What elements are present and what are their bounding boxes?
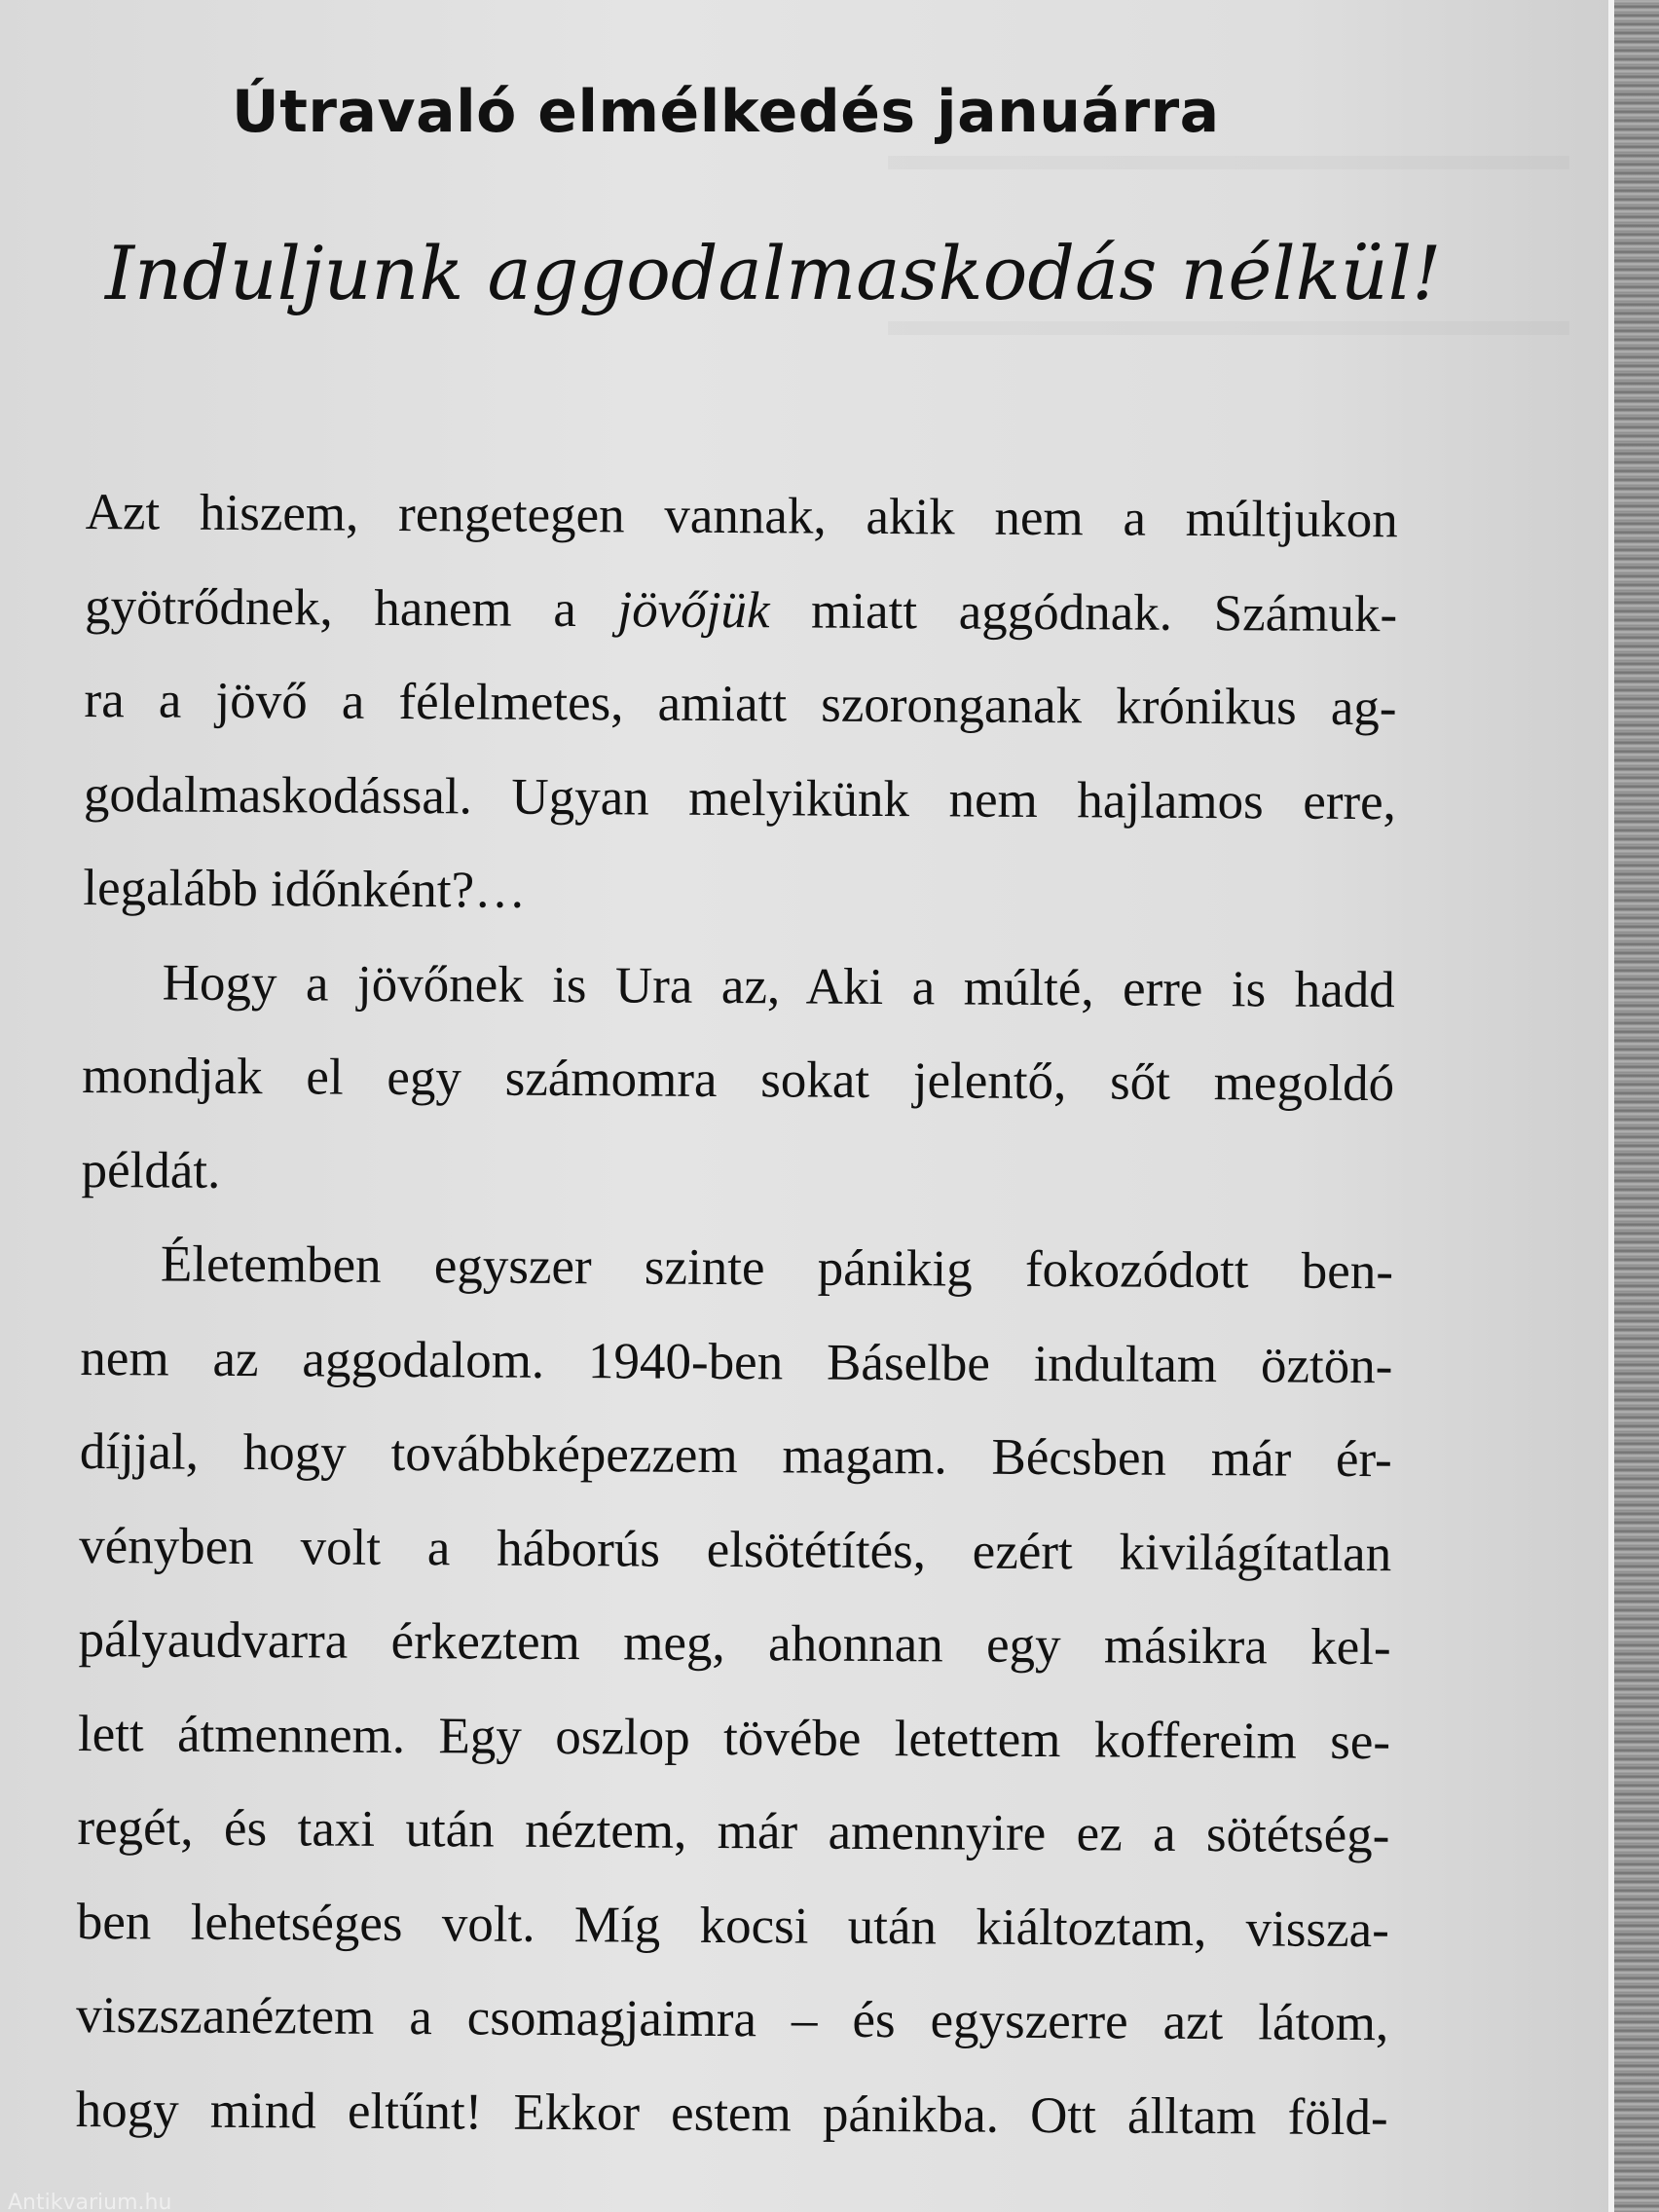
text-line: vényben volt a háborús elsötétítés, ezért kivilágítatlan [79,1517,1392,1582]
book-page-edges [1608,0,1659,2212]
paragraph-1 [83,465,1398,943]
watermark: Antikvarium.hu [8,2191,172,2212]
paragraph-3 [75,1217,1393,2164]
text-line: legalább időnként?… [83,859,527,919]
text-line: Hogy a jövőnek is Ura az, Aki a múlté, erre is hadd [162,953,1395,1018]
text-line: lett átmennem. Egy oszlop tövébe letettem koffereim se- [77,1705,1391,1770]
text-line: pályaudvarra érkeztem meg, ahonnan egy másikra kel- [78,1610,1391,1677]
bleed-through-line [888,321,1569,335]
page-header: Útravaló elmélkedés januárra [232,78,1220,146]
body-text [75,465,1398,2164]
text-line: ra a jövő a félelmetes, amiatt szoronganak krónikus ag- [84,671,1397,737]
text-line: díjjal, hogy továbbképezzem magam. Bécsben már ér- [79,1422,1392,1489]
text-line: Azt hiszem, rengetegen vannak, akik nem a múltjukon [85,483,1398,549]
text-line: ben lehetséges volt. Míg kocsi után kiáltoztam, vissza- [76,1893,1390,1958]
chapter-title: Induljunk aggodalmaskodás nélkül! [105,230,1442,316]
bleed-through-line [888,156,1569,169]
text-line: godalmaskodással. Ugyan melyikünk nem hajlamos erre, [83,765,1397,830]
text-line: hogy mind eltűnt! Ekkor estem pánikba. Ott álltam föld- [75,2081,1388,2146]
paragraph-2 [81,935,1395,1225]
text-line: gyötrődnek, hanem a jövőjük miatt aggódnak. Számuk- [84,577,1398,643]
text-line: nem az aggodalom. 1940-ben Báselbe indultam öztön- [80,1329,1393,1394]
text-line: példát. [81,1141,221,1199]
text-line: mondjak el egy számomra sokat jelentő, sőt megoldó [81,1047,1395,1113]
text-line: regét, és taxi után néztem, már amennyire ez a sötétség- [77,1798,1390,1864]
text-line: viszszanéztem a csomagjaimra – és egyszerre azt látom, [76,1986,1389,2052]
text-line: Életemben egyszer szinte pánikig fokozódott ben- [160,1235,1394,1301]
italic-word: jövőjük [617,580,770,639]
